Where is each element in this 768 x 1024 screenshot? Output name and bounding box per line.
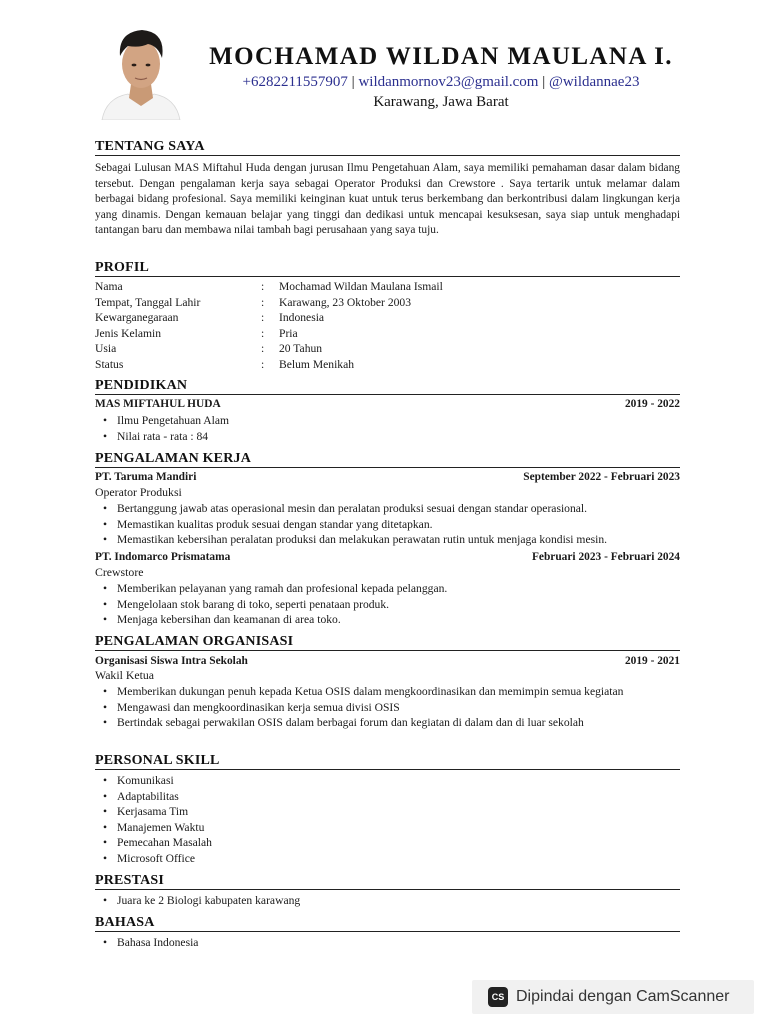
profile-key: Tempat, Tanggal Lahir	[95, 295, 201, 309]
list-item: • Memberikan dukungan penuh kepada Ketua OSIS dalam mengkoordinasikan dan memimpin semua kegiatan	[101, 684, 671, 700]
contact-separator: |	[542, 74, 546, 90]
profile-value: Pria	[279, 326, 298, 340]
section-title-education: PENDIDIKAN	[95, 377, 680, 395]
profile-key: Status	[95, 357, 124, 371]
list-item: • Bertanggung jawab atas operasional mesin dan peralatan produksi sesuai dengan standar operasional.	[101, 501, 671, 517]
candidate-name: MOCHAMAD WILDAN MAULANA I.	[209, 43, 673, 70]
job-dates: Februari 2023 - Februari 2024	[531, 551, 680, 563]
education-entry	[95, 397, 680, 412]
profile-value: Indonesia	[279, 311, 325, 324]
list-item: • Menjaga kebersihan dan keamanan di area toko.	[101, 612, 671, 628]
list-item: • Kerjasama Tim	[101, 804, 671, 820]
organization-role: Wakil Ketua	[95, 668, 154, 682]
profile-colon: :	[261, 280, 265, 293]
list-item: • Adaptabilitas	[101, 789, 671, 805]
skills-list	[101, 773, 671, 866]
profile-value: Karawang, 23 Oktober 2003	[279, 295, 412, 309]
list-item: • Komunikasi	[101, 773, 671, 789]
list-item: • Memastikan kualitas produk sesuai dengan standar yang ditetapkan.	[101, 517, 671, 533]
profile-value: 20 Tahun	[279, 342, 323, 355]
section-title-achievements: PRESTASI	[95, 872, 680, 890]
profile-key: Kewarganegaraan	[95, 311, 179, 324]
job-duties	[101, 501, 671, 548]
organization-duties	[101, 684, 671, 731]
location: Karawang, Jawa Barat	[373, 94, 509, 110]
organization-name: Organisasi Siswa Intra Sekolah	[95, 655, 248, 667]
section-title-work: PENGALAMAN KERJA	[95, 450, 680, 468]
profile-colon: :	[261, 326, 265, 340]
section-title-profile: PROFIL	[95, 259, 680, 277]
section-title-languages: BAHASA	[95, 914, 680, 932]
email-address: wildanmornov23@gmail.com	[358, 74, 539, 90]
organization-dates: 2019 - 2021	[624, 655, 680, 667]
profile-key: Usia	[95, 342, 117, 355]
profile-key: Nama	[95, 280, 123, 293]
profile-key: Jenis Kelamin	[95, 326, 162, 340]
list-item: • Manajemen Waktu	[101, 820, 671, 836]
job-entry	[95, 470, 680, 485]
list-item: • Bertindak sebagai perwakilan OSIS dalam berbagai forum dan kegiatan di dalam dan di luar sekolah	[101, 715, 671, 731]
job-role: Operator Produksi	[95, 485, 182, 499]
profile-colon: :	[261, 342, 265, 355]
watermark-text: Dipindai dengan CamScanner	[516, 988, 730, 1005]
job-entry	[95, 550, 680, 565]
list-item: • Memberikan pelayanan yang ramah dan profesional kepada pelanggan.	[101, 581, 671, 597]
list-item: • Microsoft Office	[101, 851, 671, 867]
list-item: • Bahasa Indonesia	[101, 935, 671, 951]
education-details	[101, 413, 671, 444]
languages-list	[101, 935, 671, 951]
camscanner-watermark	[472, 980, 754, 1014]
about-text: Sebagai Lulusan MAS Miftahul Huda dengan jurusan Ilmu Pengetahuan Alam, saya memiliki pemahaman dasar dalam bidang tersebut. Dengan pengalaman kerja saya sebagai Operator Produksi dan Crewstore . Saya tertarik untuk melamar dalam berbagai bidang profesional. Saya memiliki keinginan kuat untuk terus berkembang dan berkontribusi dalam lingkungan kerja yang dinamis. Dengan kemauan belajar yang tinggi dan dedikasi untuk mencapai kesuksesan, saya siap untuk menghadapi tantangan baru dan membawa nilai tambah bagi perusahaan yang saya tuju.	[95, 162, 680, 237]
company-name: PT. Taruma Mandiri	[95, 471, 197, 483]
profile-value: Mochamad Wildan Maulana Ismail	[279, 280, 443, 293]
profile-photo	[98, 22, 184, 120]
organization-entry	[95, 654, 680, 669]
contact-line	[196, 72, 686, 92]
section-title-skills: PERSONAL SKILL	[95, 752, 680, 770]
camscanner-logo-icon: CS	[488, 987, 508, 1007]
contact-separator: |	[351, 74, 355, 90]
list-item: • Nilai rata - rata : 84	[101, 429, 671, 445]
list-item: • Mengawasi dan mengkoordinasikan kerja semua divisi OSIS	[101, 700, 671, 716]
list-item: • Pemecahan Masalah	[101, 835, 671, 851]
job-dates: September 2022 - Februari 2023	[523, 471, 680, 483]
achievements-list	[101, 893, 671, 909]
profile-colon: :	[261, 295, 265, 309]
school-name: MAS MIFTAHUL HUDA	[95, 398, 221, 410]
job-role: Crewstore	[95, 565, 144, 579]
profile-colon: :	[261, 357, 265, 371]
phone-number: +6282211557907	[242, 74, 348, 90]
profile-value: Belum Menikah	[279, 357, 355, 371]
section-title-organization: PENGALAMAN ORGANISASI	[95, 633, 680, 651]
job-duties	[101, 581, 671, 628]
profile-colon: :	[261, 311, 265, 324]
company-name: PT. Indomarco Prismatama	[95, 551, 231, 563]
list-item: • Juara ke 2 Biologi kabupaten karawang	[101, 893, 671, 909]
list-item: • Memastikan kebersihan peralatan produksi dan melakukan perawatan rutin untuk menjaga kondisi mesin.	[101, 532, 671, 548]
education-dates: 2019 - 2022	[624, 398, 680, 410]
social-handle: @wildannae23	[549, 74, 640, 90]
list-item: • Mengelolaan stok barang di toko, seperti penataan produk.	[101, 597, 671, 613]
section-title-about: TENTANG SAYA	[95, 138, 680, 156]
list-item: • Ilmu Pengetahuan Alam	[101, 413, 671, 429]
